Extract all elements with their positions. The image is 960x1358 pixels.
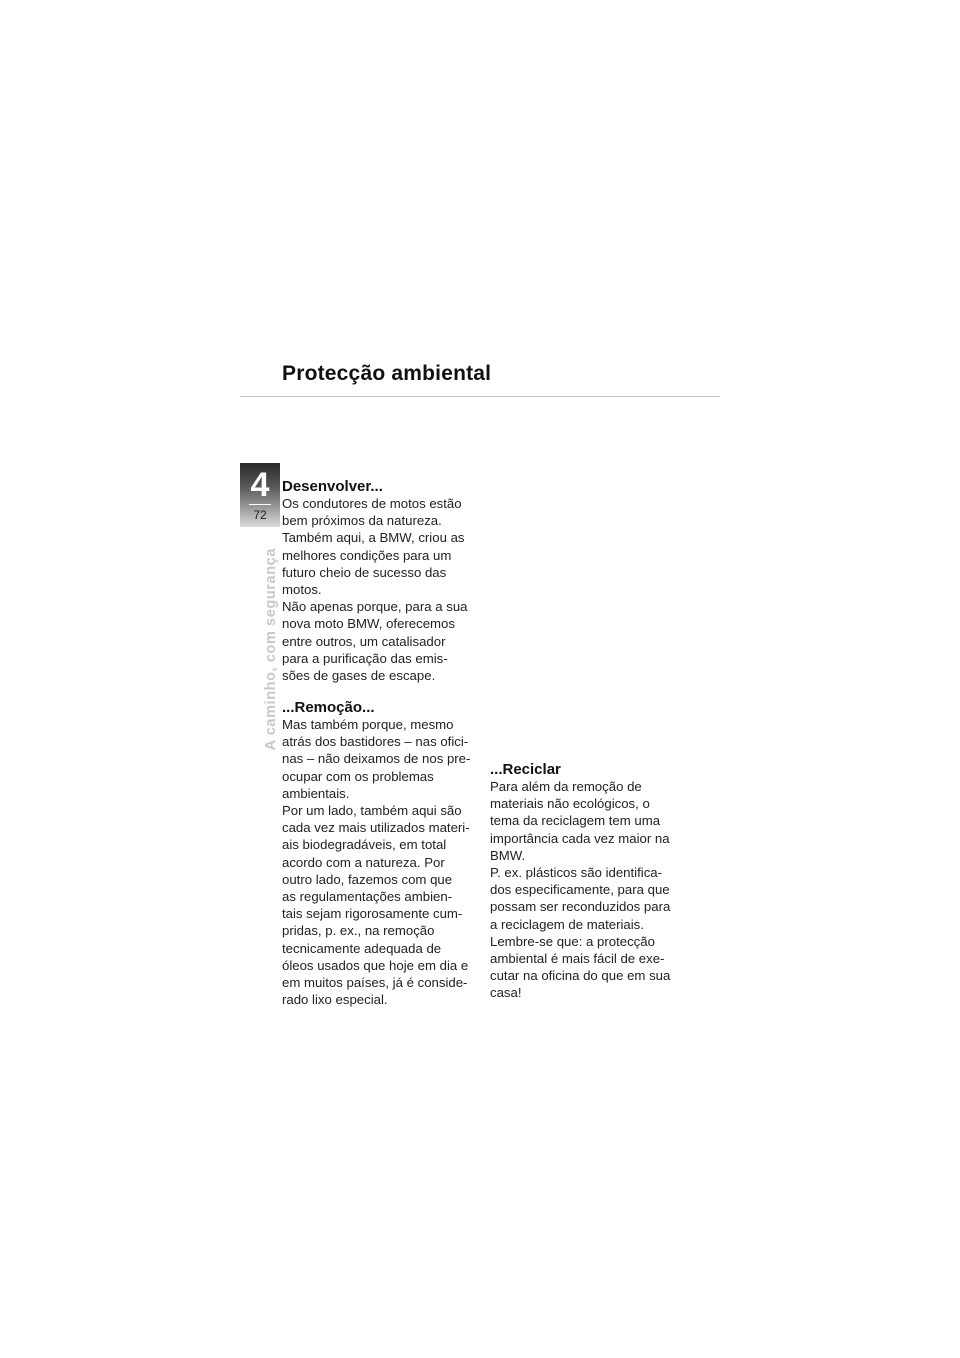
section-desenvolver bbox=[282, 478, 482, 684]
section-reciclar bbox=[490, 761, 690, 1002]
page-number: 72 bbox=[253, 508, 267, 522]
title-divider bbox=[240, 396, 720, 397]
section-heading: ...Reciclar bbox=[490, 761, 561, 778]
chapter-tab bbox=[240, 463, 280, 527]
section-heading: Desenvolver... bbox=[282, 478, 383, 495]
section-body: Os condutores de motos estão bem próximos da natureza. Também aqui, a BMW, criou as melhores condições para um futuro cheio de sucesso das motos. Não apenas porque, para a sua nova moto BMW, oferecemos entre outros, um catalisador para a purificação das emis- sões de gases de escape. bbox=[282, 496, 468, 684]
section-body: Mas também porque, mesmo atrás dos bastidores – nas ofici- nas – não deixamos de nos pre- ocupar com os problemas ambientais. Por um lado, também aqui são cada vez mais utilizados materi- ais biodegradáveis, em total acordo com a natureza. Por outro lado, fazemos com que as regulamentações ambien- tais sejam rigorosamente cum- pridas, p. ex., na remoção tecnicamente adequada de óleos usados que hoje em dia e em muitos países, já é conside- rado lixo especial. bbox=[282, 717, 471, 1008]
chapter-side-label: A caminho, com segurança bbox=[263, 548, 279, 751]
page-title: Protecção ambiental bbox=[282, 362, 492, 385]
section-heading: ...Remoção... bbox=[282, 699, 375, 716]
section-body: Para além da remoção de materiais não ecológicos, o tema da reciclagem tem uma importância cada vez maior na BMW. P. ex. plásticos são identifica- dos especificamente, para que possam ser reconduzidos para a reciclagem de materiais. Lembre-se que: a protecção ambiental é mais fácil de exe- cutar na oficina do que em sua casa! bbox=[490, 779, 671, 1001]
chapter-divider bbox=[249, 504, 271, 505]
section-remocao bbox=[282, 699, 482, 1008]
chapter-number: 4 bbox=[250, 466, 270, 504]
